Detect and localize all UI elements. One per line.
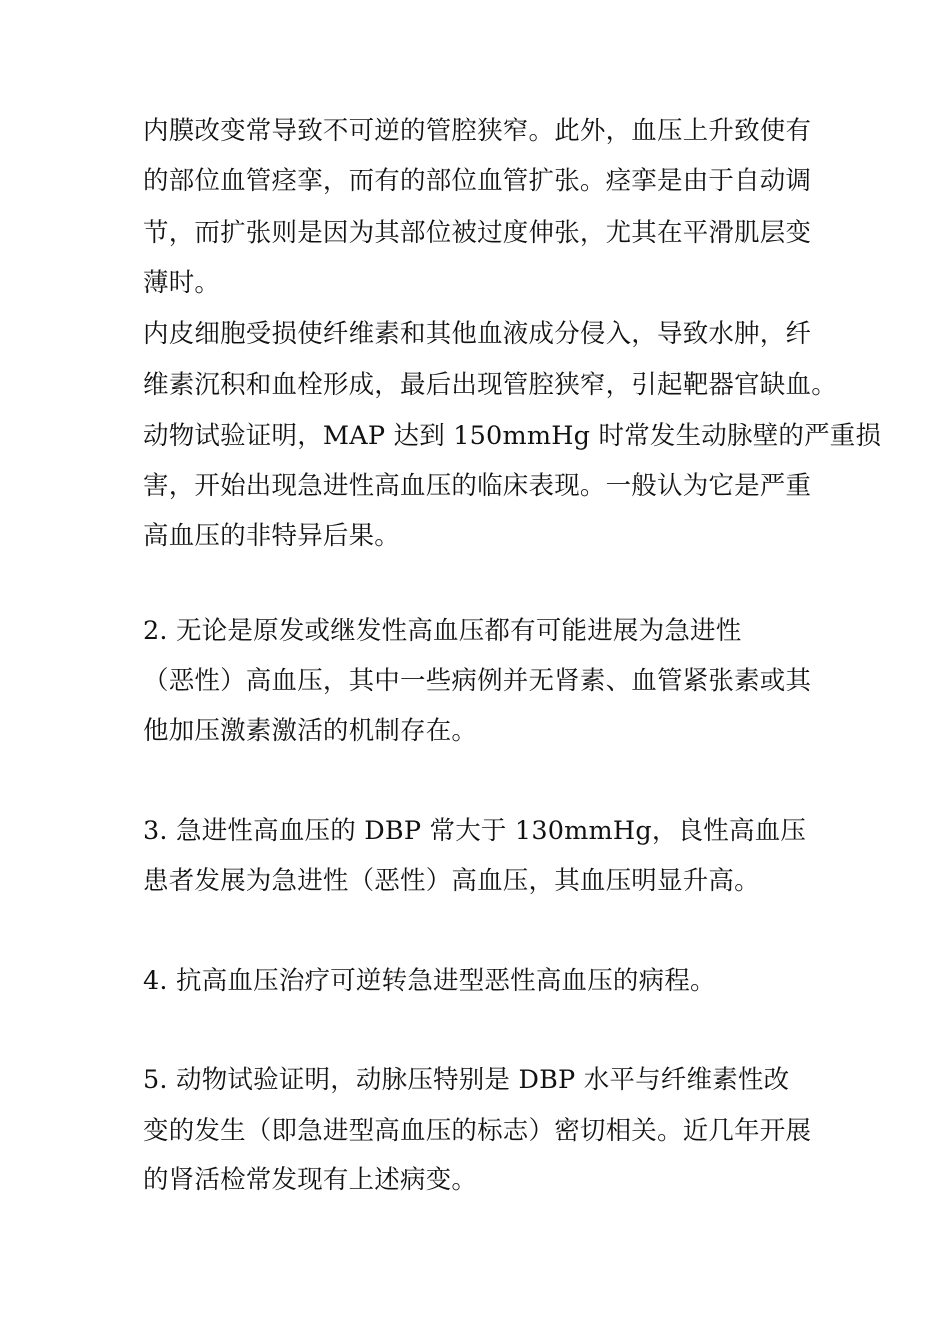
text-line: 变的发生（即急进型高血压的标志）密切相关。近几年开展 <box>143 1116 812 1146</box>
text-line: 患者发展为急进性（恶性）高血压，其血压明显升高。 <box>143 866 760 896</box>
text-line: 5. 动物试验证明，动脉压特别是 DBP 水平与纤维素性改 <box>143 1065 790 1095</box>
text-line: 害，开始出现急进性高血压的临床表现。一般认为它是严重 <box>143 471 812 501</box>
text-line: 他加压激素激活的机制存在。 <box>143 716 478 746</box>
text-line: 4. 抗高血压治疗可逆转急进型恶性高血压的病程。 <box>143 966 716 996</box>
text-line: 节，而扩张则是因为其部位被过度伸张，尤其在平滑肌层变 <box>143 218 812 248</box>
text-line: （恶性）高血压，其中一些病例并无肾素、血管紧张素或其 <box>143 666 812 696</box>
text-line: 2. 无论是原发或继发性高血压都有可能进展为急进性 <box>143 616 742 646</box>
text-line: 薄时。 <box>143 268 221 298</box>
text-line: 的部位血管痉挛，而有的部位血管扩张。痉挛是由于自动调 <box>143 166 812 196</box>
text-line: 的肾活检常发现有上述病变。 <box>143 1165 478 1195</box>
text-line: 高血压的非特异后果。 <box>143 521 401 551</box>
text-line: 动物试验证明，MAP 达到 150mmHg 时常发生动脉壁的严重损 <box>143 421 882 451</box>
text-line: 3. 急进性高血压的 DBP 常大于 130mmHg，良性高血压 <box>143 816 807 846</box>
text-line: 维素沉积和血栓形成，最后出现管腔狭窄，引起靶器官缺血。 <box>143 370 837 400</box>
text-line: 内皮细胞受损使纤维素和其他血液成分侵入，导致水肿，纤 <box>143 319 812 349</box>
text-line: 内膜改变常导致不可逆的管腔狭窄。此外，血压上升致使有 <box>143 116 812 146</box>
